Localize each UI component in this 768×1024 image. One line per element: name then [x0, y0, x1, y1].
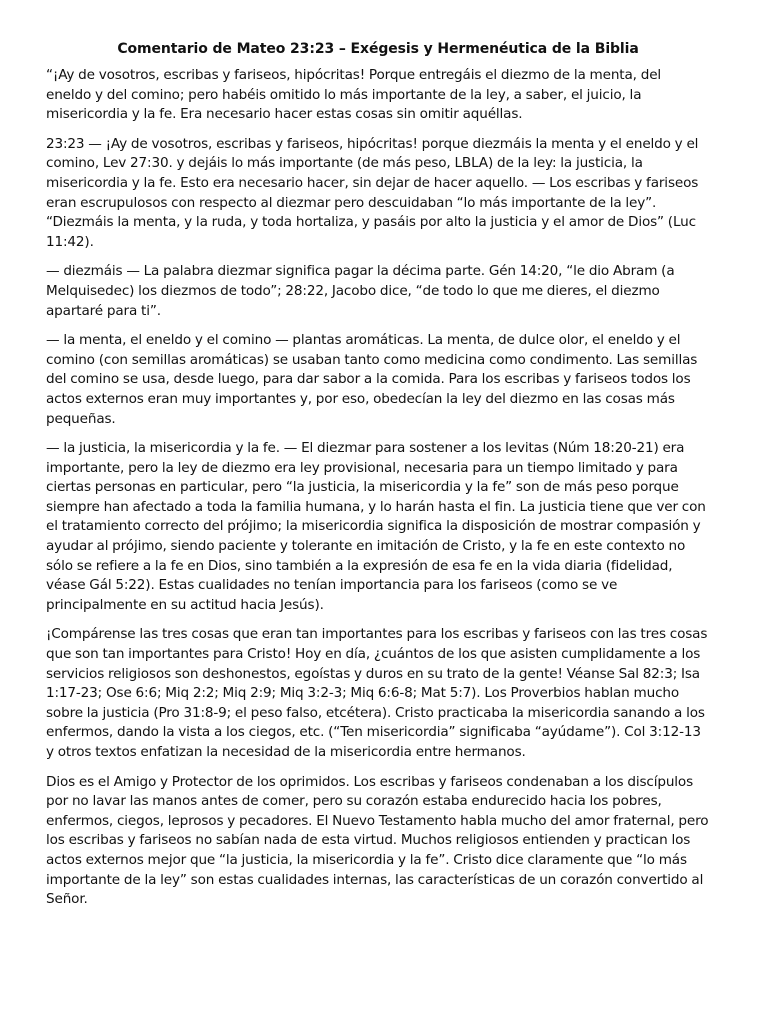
document-page: [46, 40, 710, 920]
document-title: Comentario de Mateo 23:23 – Exégesis y Hermenéutica de la Biblia: [117, 41, 639, 57]
paragraph-diezmais: — diezmáis — La palabra diezmar significa pagar la décima parte. Gén 14:20, “le dio Abram (a Melquisedec) los diezmos de todo”; 28:22, Jacobo dice, “de todo lo que me dieres, el diezmo apartaré para ti”.: [46, 263, 675, 319]
paragraph-menta-eneldo-comino: — la menta, el eneldo y el comino — plantas aromáticas. La menta, de dulce olor, el eneldo y el comino (con semillas aromáticas) se usaban tanto como medicina como condimento. Las semillas del comino se usa, desde luego, para dar sabor a la comida. Para los escribas y fariseos todos los actos externos eran muy importantes y, por eso, obedecían la ley del diezmo en las cosas más pequeñas.: [46, 332, 698, 427]
paragraph-quote: “¡Ay de vosotros, escribas y fariseos, hipócritas! Porque entregáis el diezmo de la menta, del eneldo y del comino; pero habéis omitido lo más importante de la ley, a saber, el juicio, la misericordia y la fe. Era necesario hacer estas cosas sin omitir aquéllas.: [46, 67, 662, 123]
paragraph-verse-commentary: 23:23 — ¡Ay de vosotros, escribas y fariseos, hipócritas! porque diezmáis la menta y el eneldo y el comino, Lev 27:30. y dejáis lo más importante (de más peso, LBLA) de la ley: la justicia, la misericordia y la fe. Esto era necesario hacer, sin dejar de hacer aquello. — Los escribas y fariseos eran escrupulosos con respecto al diezmar pero descuidaban “lo más importante de la ley”. “Diezmáis la menta, y la ruda, y toda hortaliza, y pasáis por alto la justicia y el amor de Dios” (Luc 11:42).: [46, 135, 699, 250]
paragraph-dios-amigo: Dios es el Amigo y Protector de los oprimidos. Los escribas y fariseos condenaban a los discípulos por no lavar las manos antes de comer, pero su corazón estaba endurecido hacia los pobres, enfermos, ciegos, leprosos y pecadores. El Nuevo Testamento habla mucho del amor fraternal, pero los escribas y fariseos no sabían nada de esta virtud. Muchos religiosos entienden y practican los actos externos mejor que “la justicia, la misericordia y la fe”. Cristo dice claramente que “lo más importante de la ley” son estas cualidades internas, las características de un corazón convertido al Señor.: [46, 773, 709, 908]
paragraph-comparense: ¡Compárense las tres cosas que eran tan importantes para los escribas y fariseos con las tres cosas que son tan importantes para Cristo! Hoy en día, ¿cuántos de los que asisten cumplidamente a los servicios religiosos son deshonestos, egoístas y duros en su trato de la gente! Véanse Sal 82:3; Isa 1:17-23; Ose 6:6; Miq 2:2; Miq 2:9; Miq 3:2-3; Miq 6:6-8; Mat 5:7). Los Proverbios hablan mucho sobre la justicia (Pro 31:8-9; el peso falso, etcétera). Cristo practicaba la misericordia sanando a los enfermos, dando la vista a los ciegos, etc. (“Ten misericordia” significaba “ayúdame”). Col 3:12-13 y otros textos enfatizan la necesidad de la misericordia entre hermanos.: [46, 626, 708, 760]
paragraph-justicia-misericordia-fe: — la justicia, la misericordia y la fe. — El diezmar para sostener a los levitas (Núm 18:20-21) era importante, pero la ley de diezmo era ley provisional, necesaria para un tiempo limitado y para ciertas personas en particular, pero “la justicia, la misericordia y la fe” son de más peso porque siempre han afectado a toda la familia humana, y lo harán hasta el fin. La justicia tiene que ver con el tratamiento correcto del prójimo; la misericordia significa la disposición de mostrar compasión y ayudar al prójimo, siendo paciente y tolerante en imitación de Cristo, y la fe en este contexto no sólo se refiere a la fe en Dios, sino también a la expresión de esa fe en la vida diaria (fidelidad, véase Gál 5:22). Estas cualidades no tenían importancia para los fariseos (como se ve principalmente en su actitud hacia Jesús).: [46, 440, 706, 613]
